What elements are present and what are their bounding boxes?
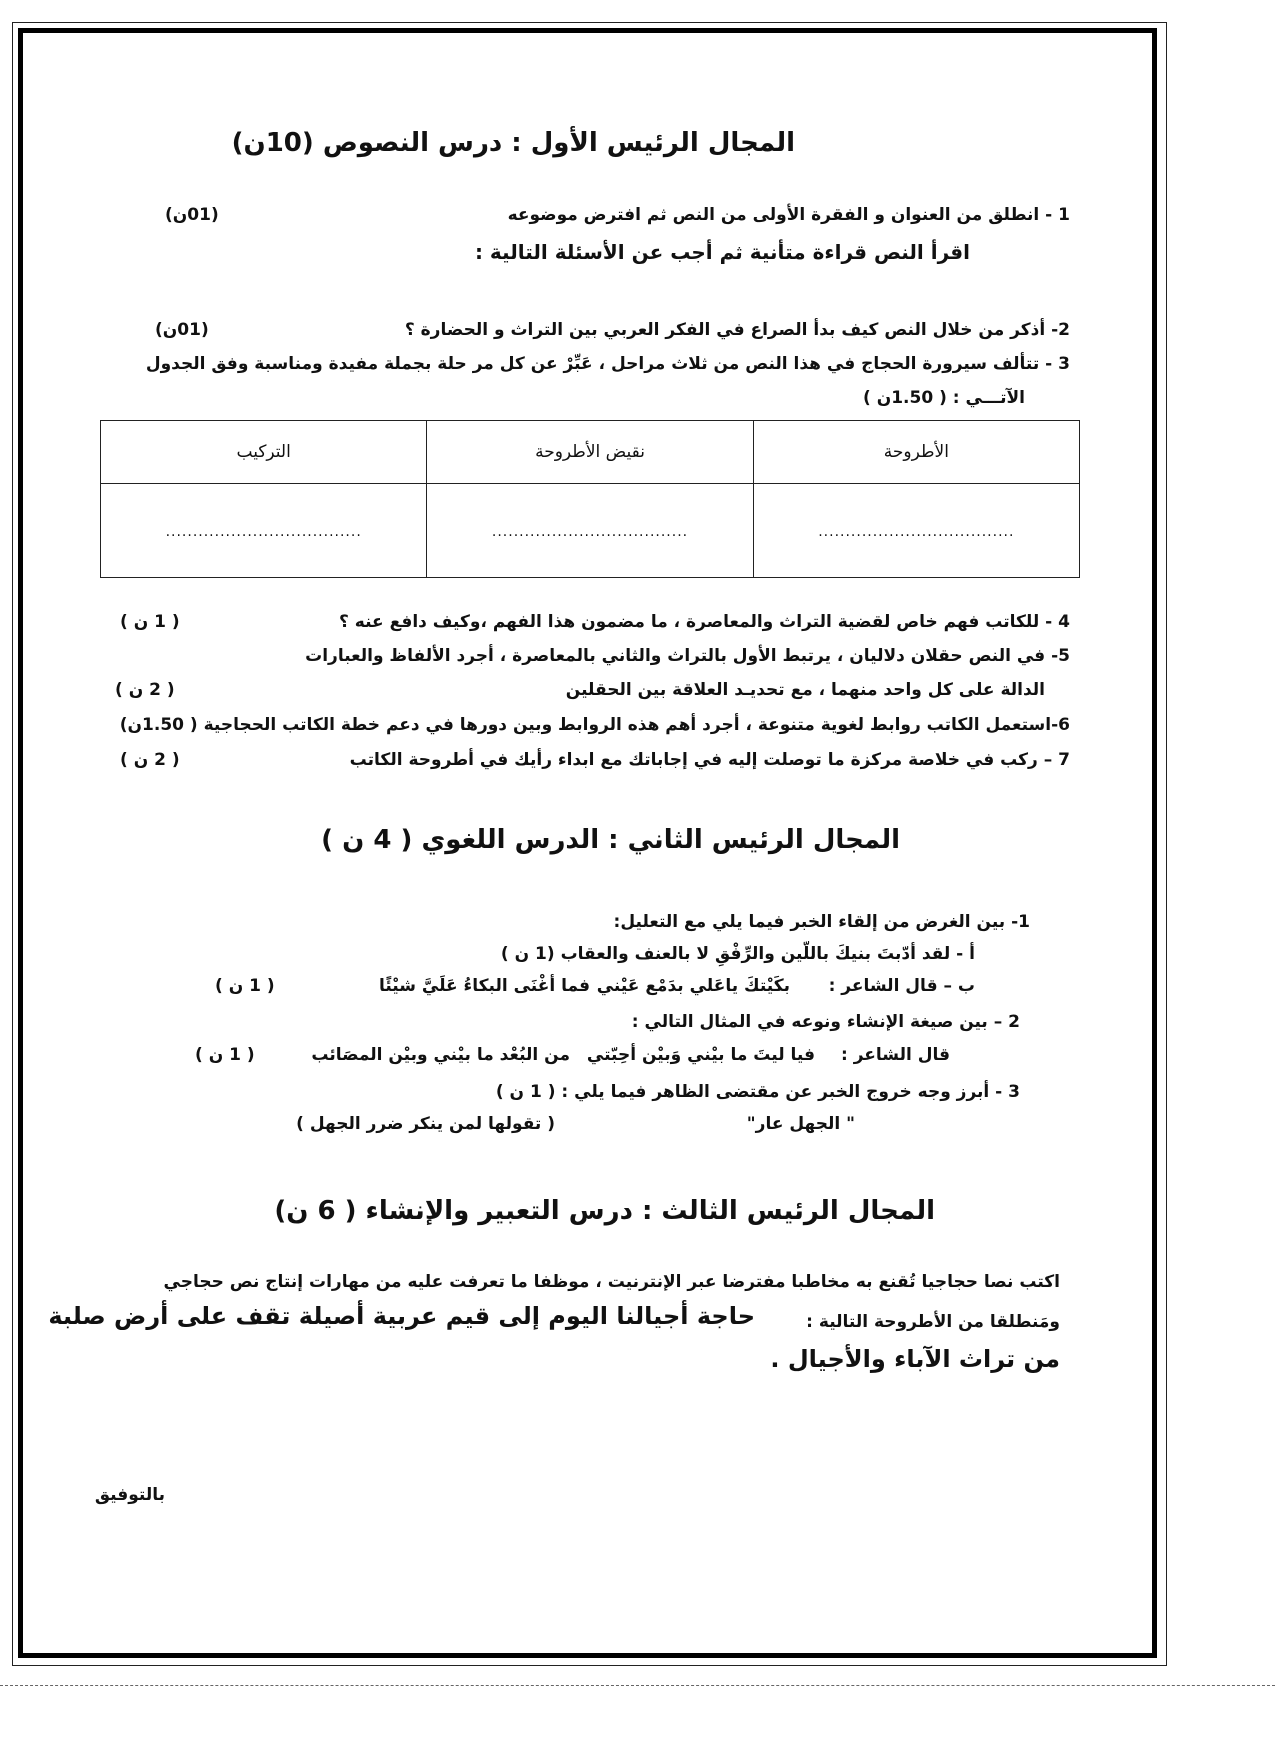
table-header-synthesis: التركيب <box>101 421 427 484</box>
q5-text: 5- في النص حقلان دلاليان ، يرتبط الأول بالتراث والثاني بالمعاصرة ، أجرد الألفاظ والعبارات <box>305 646 1070 666</box>
closing-text: بالتوفيق <box>94 1485 165 1505</box>
q3-text: 3 - تتألف سيرورة الحجاج في هذا النص من ثلاث مراحل ، عَبِّرْ عن كل مر حلة بجملة مفيدة ومناسبة وفق الجدول <box>145 354 1070 374</box>
s2-q1b-verse1: بكَيْتكَ ياعَلي بدَمْع عَيْني <box>596 976 790 996</box>
s2-q1a-text: أ - لقد أدّبتَ بنيكَ باللّين والرِّفْقِ لا بالعنف والعقاب (1 ن ) <box>500 944 975 964</box>
s2-q1b-points: ( 1 ن ) <box>215 976 275 996</box>
q1-text: 1 - انطلق من العنوان و الفقرة الأولى من النص ثم افترض موضوعه <box>507 205 1070 225</box>
q2-points: (01ن) <box>155 320 209 340</box>
table-answer-row <box>101 484 1080 578</box>
s2-q3-example: " الجهل عار" <box>746 1114 855 1134</box>
table-header-antithesis: نقيض الأطروحة <box>427 421 753 484</box>
section3-heading: المجال الرئيس الثالث : درس التعبير والإنشاء ( 6 ن) <box>274 1196 935 1226</box>
s2-q3-text: 3 - أبرز وجه خروج الخبر عن مقتضى الظاهر فيما يلي : ( 1 ن ) <box>495 1082 1020 1102</box>
q7-points: ( 2 ن ) <box>120 750 180 770</box>
q4-text: 4 - للكاتب فهم خاص لقضية التراث والمعاصرة ، ما مضمون هذا الفهم ،وكيف دافع عنه ؟ <box>339 612 1070 632</box>
q6-text: 6-استعمل الكاتب روابط لغوية متنوعة ، أجرد أهم هذه الروابط وبين دورها في دعم خطة الكاتب الحجاجية ( 1.50ن) <box>119 715 1070 735</box>
q3-text-cont: الآتـــي : ( 1.50ن ) <box>863 388 1025 408</box>
q2-text: 2- أذكر من خلال النص كيف بدأ الصراع في الفكر العربي بين التراث و الحضارة ؟ <box>404 320 1070 340</box>
q5-text-cont: الدالة على كل واحد منهما ، مع تحديـد العلاقة بين الحقلين <box>565 680 1045 700</box>
s3-line1: اكتب نصا حجاجيا تُقنع به مخاطبا مفترضا عبر الإنترنيت ، موظفا ما تعرفت عليه من مهارات إنتاج نص حجاجي <box>163 1272 1060 1292</box>
s2-q2-intro: قال الشاعر : <box>841 1045 950 1065</box>
s2-q1b-verse2: فما أغْنَى البكاءُ عَلَيَّ شيْئًا <box>378 976 590 996</box>
s2-q3-note: ( تقولها لمن ينكر ضرر الجهل ) <box>296 1114 555 1134</box>
table-cell-synthesis[interactable]: .................................... <box>101 484 427 578</box>
table-cell-antithesis[interactable]: .................................... <box>427 484 753 578</box>
s2-q2-verse1: فيا ليتَ ما بيْني وَبيْن أحِبّتي <box>586 1045 815 1065</box>
reading-instruction: اقرأ النص قراءة متأنية ثم أجب عن الأسئلة التالية : <box>474 240 970 264</box>
q1-points: (01ن) <box>165 205 219 225</box>
argument-stages-table <box>100 420 1080 578</box>
table-cell-thesis[interactable]: .................................... <box>753 484 1079 578</box>
s2-q2-text: 2 – بين صيغة الإنشاء ونوعه في المثال التالي : <box>631 1012 1020 1032</box>
s2-q2-verse2: من البُعْد ما بيْني وبيْن المصَائب <box>311 1045 570 1065</box>
page-bottom-rule <box>0 1685 1275 1687</box>
q4-points: ( 1 ن ) <box>120 612 180 632</box>
q7-text: 7 – ركب في خلاصة مركزة ما توصلت إليه في إجاباتك مع ابداء رأيك في أطروحة الكاتب <box>349 750 1070 770</box>
table-header-row <box>101 421 1080 484</box>
s3-line3: من تراث الآباء والأجيال . <box>770 1345 1060 1373</box>
s2-q2-points: ( 1 ن ) <box>195 1045 255 1065</box>
s3-line2-thesis: حاجة أجيالنا اليوم إلى قيم عربية أصيلة تقف على أرض صلبة <box>48 1302 755 1330</box>
table-header-thesis: الأطروحة <box>753 421 1079 484</box>
s2-q1-text: 1- بين الغرض من إلقاء الخبر فيما يلي مع التعليل: <box>613 912 1030 932</box>
section2-heading: المجال الرئيس الثاني : الدرس اللغوي ( 4 ن ) <box>321 825 900 855</box>
q5-points: ( 2 ن ) <box>115 680 175 700</box>
s3-line2-intro: ومَنطلقا من الأطروحة التالية : <box>806 1312 1060 1332</box>
s2-q1b-intro: ب – قال الشاعر : <box>828 976 975 996</box>
section1-heading: المجال الرئيس الأول : درس النصوص (10ن) <box>231 128 795 158</box>
